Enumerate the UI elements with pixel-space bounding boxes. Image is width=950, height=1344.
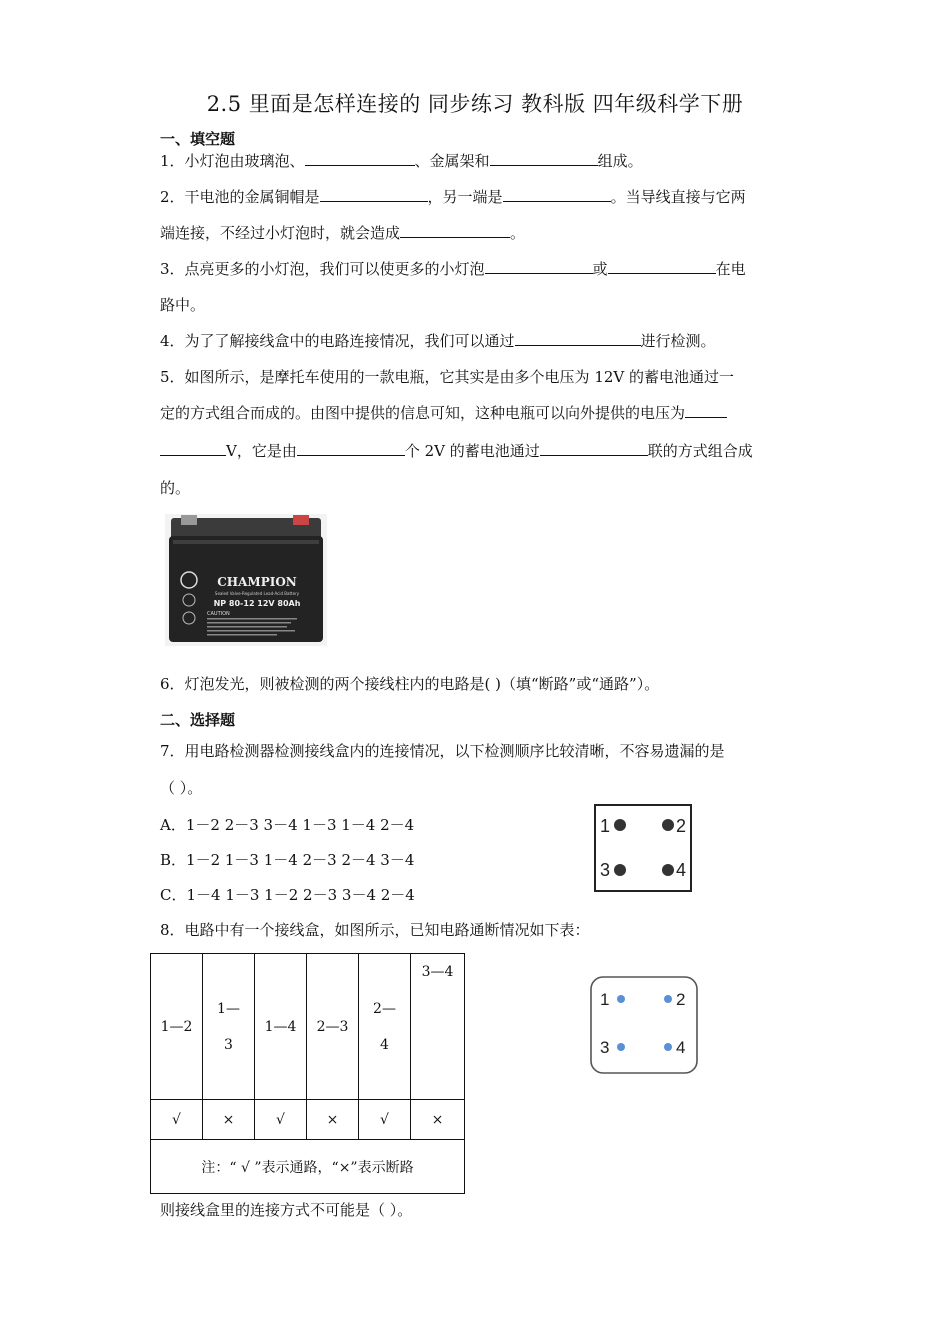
question-8-line-2: 则接线盒里的连接方式不可能是（ ）。 bbox=[160, 1201, 413, 1219]
q2-text-c: 。当导线直接与它两 bbox=[610, 188, 746, 206]
battery-image bbox=[165, 514, 327, 646]
q3-text-b: 或 bbox=[592, 260, 608, 278]
q7-option-a[interactable]: A．1－2 2－3 3－4 1－3 1－4 2－4 bbox=[160, 816, 415, 834]
q8-label-1: 1 bbox=[600, 990, 610, 1009]
q7-label-2: 2 bbox=[676, 816, 687, 836]
question-3 bbox=[160, 251, 792, 287]
q3-text-a: 3．点亮更多的小灯泡，我们可以使更多的小灯泡 bbox=[160, 260, 485, 278]
result-1-3: × bbox=[203, 1100, 255, 1140]
result-2-3: × bbox=[307, 1100, 359, 1140]
q1-blank-2[interactable] bbox=[490, 149, 598, 166]
q1-blank-1[interactable] bbox=[305, 149, 415, 166]
q2-blank-1[interactable] bbox=[320, 185, 428, 202]
q1-text-c: 组成。 bbox=[597, 152, 643, 170]
q3-blank-1[interactable] bbox=[485, 257, 593, 274]
battery-subtitle: Sealed Valve-Regulated Lead-Acid Battery bbox=[214, 591, 300, 596]
question-3-line-2 bbox=[160, 287, 792, 323]
question-5-line-4 bbox=[160, 470, 792, 506]
q1-text-a: 1．小灯泡由玻璃泡、 bbox=[160, 152, 305, 170]
question-4 bbox=[160, 323, 792, 359]
question-5 bbox=[160, 359, 792, 395]
q7-option-c[interactable]: C．1－4 1－3 1－2 2－3 3－4 2－4 bbox=[160, 886, 415, 904]
q5-text-f: 的。 bbox=[160, 479, 191, 497]
question-5-line-3 bbox=[160, 433, 792, 469]
question-5-line-2 bbox=[160, 395, 792, 431]
q7-label-1: 1 bbox=[600, 816, 611, 836]
header-2-4: 2— 4 bbox=[359, 954, 411, 1100]
q8-label-3: 3 bbox=[600, 1038, 610, 1057]
header-1-3: 1— 3 bbox=[203, 954, 255, 1100]
header-3-4: 3—4 bbox=[411, 954, 465, 1100]
q1-text-b: 、金属架和 bbox=[414, 152, 490, 170]
q3-text-d: 路中。 bbox=[160, 296, 206, 314]
q5-text-d: 个 2V 的蓄电池通过 bbox=[404, 442, 540, 460]
question-7-line-2: （ ）。 bbox=[160, 779, 203, 797]
q2-text-a: 2．干电池的金属铜帽是 bbox=[160, 188, 320, 206]
q7-label-3: 3 bbox=[600, 860, 611, 880]
circuit-table bbox=[150, 953, 465, 1194]
result-2-4: √ bbox=[359, 1100, 411, 1140]
battery-brand: CHAMPION bbox=[217, 575, 297, 589]
q4-text-a: 4．为了了解接线盒中的电路连接情况，我们可以通过 bbox=[160, 332, 515, 350]
q5-text-e: 联的方式组合成 bbox=[647, 442, 753, 460]
result-3-4: × bbox=[411, 1100, 465, 1140]
q2-text-d: 端连接，不经过小灯泡时，就会造成 bbox=[160, 224, 401, 242]
section-fill-in: 一、填空题 bbox=[160, 130, 236, 148]
question-2 bbox=[160, 179, 792, 215]
q5-blank-1b[interactable] bbox=[160, 439, 226, 456]
q4-text-b: 进行检测。 bbox=[640, 332, 716, 350]
q2-blank-3[interactable] bbox=[400, 221, 510, 238]
header-1-2: 1—2 bbox=[151, 954, 203, 1100]
header-2-3: 2—3 bbox=[307, 954, 359, 1100]
header-1-4: 1—4 bbox=[255, 954, 307, 1100]
battery-model: NP 80-12 12V 80Ah bbox=[213, 599, 301, 608]
q3-blank-2[interactable] bbox=[608, 257, 716, 274]
q8-label-4: 4 bbox=[676, 1038, 686, 1057]
page-title: 2.5 里面是怎样连接的 同步练习 教科版 四年级科学下册 bbox=[206, 92, 744, 116]
q8-label-2: 2 bbox=[676, 990, 686, 1009]
question-1 bbox=[160, 143, 792, 179]
junction-box-figure-q7 bbox=[592, 802, 696, 894]
result-1-4: √ bbox=[255, 1100, 307, 1140]
question-8: 8．电路中有一个接线盒，如图所示，已知电路通断情况如下表： bbox=[160, 921, 590, 939]
question-7: 7．用电路检测器检测接线盒内的连接情况，以下检测顺序比较清晰，不容易遗漏的是 bbox=[160, 742, 725, 760]
table-note: 注：“ √ ”表示通路，“×”表示断路 bbox=[151, 1140, 465, 1194]
q5-blank-2[interactable] bbox=[297, 439, 405, 456]
result-1-2: √ bbox=[151, 1100, 203, 1140]
q7-option-b[interactable]: B．1－2 1－3 1－4 2－3 2－4 3－4 bbox=[160, 851, 415, 869]
q7-label-4: 4 bbox=[676, 860, 687, 880]
q5-text-b: 定的方式组合而成的。由图中提供的信息可知，这种电瓶可以向外提供的电压为 bbox=[160, 404, 686, 422]
q4-blank-1[interactable] bbox=[515, 329, 641, 346]
q2-text-e: 。 bbox=[510, 224, 526, 242]
question-6: 6．灯泡发光，则被检测的两个接线柱内的电路是( )（填“断路”或“通路”）。 bbox=[160, 675, 660, 693]
question-2-line-2 bbox=[160, 215, 792, 251]
q5-text-a: 5．如图所示，是摩托车使用的一款电瓶，它其实是由多个电压为 12V 的蓄电池通过一 bbox=[160, 368, 735, 386]
battery-caution: CAUTION bbox=[207, 611, 230, 617]
q5-blank-3[interactable] bbox=[540, 439, 648, 456]
q5-blank-1a[interactable] bbox=[685, 401, 727, 418]
section-multiple-choice: 二、选择题 bbox=[160, 711, 236, 729]
q3-text-c: 在电 bbox=[715, 260, 746, 278]
q2-blank-2[interactable] bbox=[503, 185, 611, 202]
q2-text-b: ，另一端是 bbox=[427, 188, 503, 206]
q5-text-c: V，它是由 bbox=[226, 442, 297, 460]
junction-box-figure-q8 bbox=[588, 974, 700, 1076]
